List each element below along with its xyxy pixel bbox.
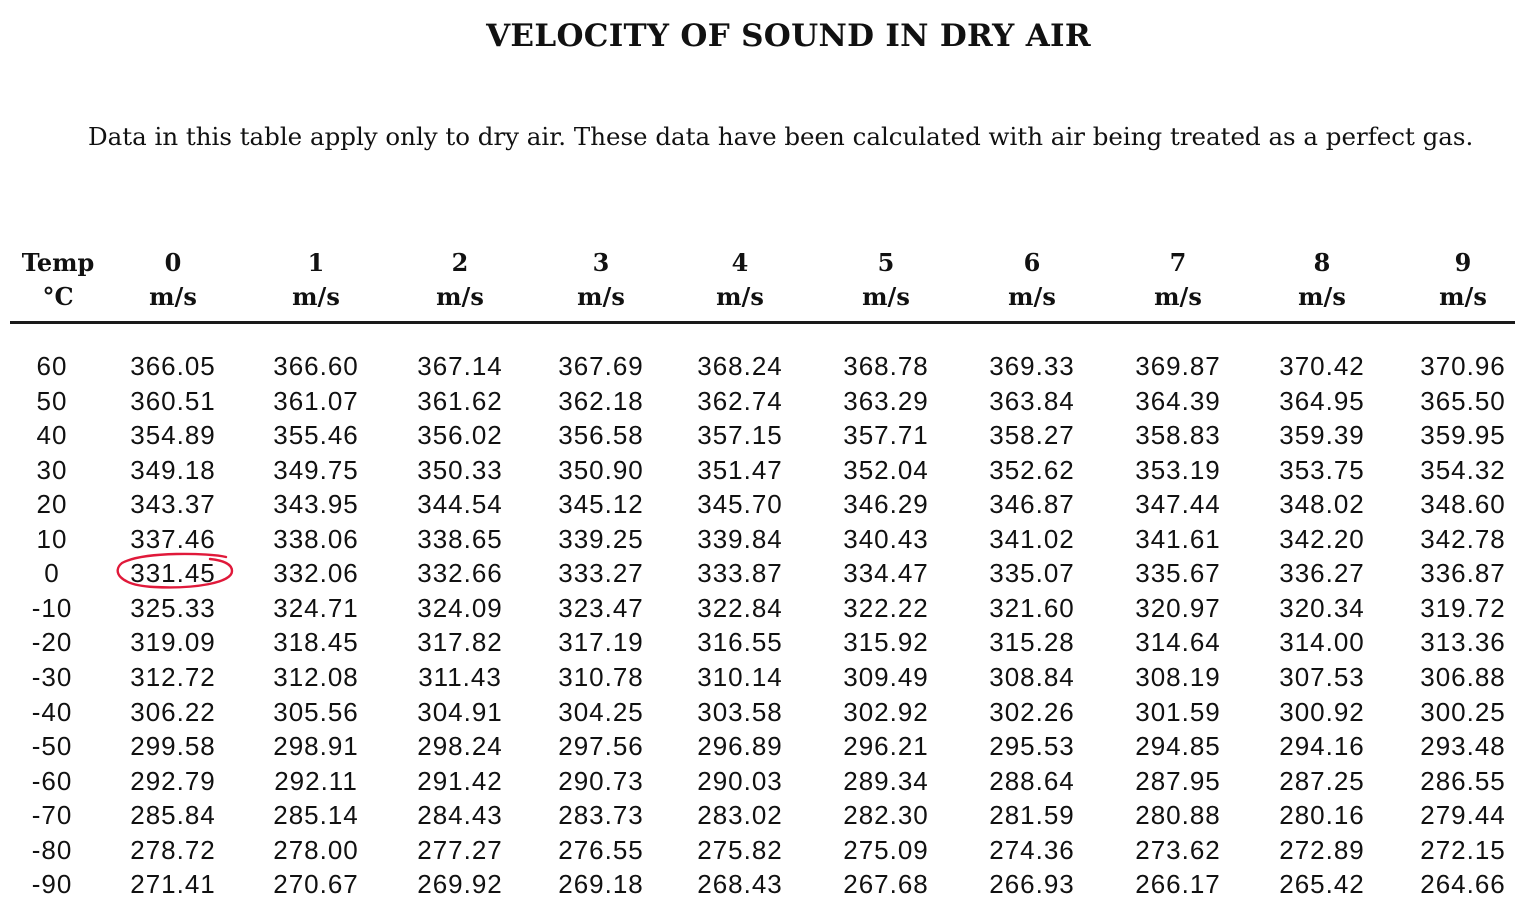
table-cell: 335.67 — [1135, 558, 1221, 588]
table-cell: 320.97 — [1135, 593, 1221, 623]
table-cell: 333.27 — [558, 558, 644, 588]
table-cell: 278.00 — [273, 835, 359, 865]
table-cell: 308.19 — [1135, 662, 1221, 692]
table-cell: 361.07 — [273, 386, 359, 416]
table-cell: 334.47 — [843, 558, 929, 588]
table-cell: 277.27 — [417, 835, 503, 865]
row-temp: 20 — [36, 489, 68, 519]
table-cell: 363.29 — [843, 386, 929, 416]
table-cell: 356.58 — [558, 420, 644, 450]
table-cell: 266.93 — [989, 869, 1075, 899]
table-cell: 335.07 — [989, 558, 1075, 588]
table-cell: 332.06 — [273, 558, 359, 588]
table-cell: 340.43 — [843, 524, 929, 554]
column-header-0 — [108, 246, 238, 314]
row-temp: -70 — [31, 800, 73, 830]
column-unit: m/s — [1154, 282, 1202, 311]
table-cell: 274.36 — [989, 835, 1075, 865]
table-cell: 331.45 — [130, 558, 216, 588]
table-cell: 268.43 — [697, 869, 783, 899]
table-cell: 304.25 — [558, 697, 644, 727]
temp-header-unit: °C — [42, 282, 74, 311]
table-cell: 290.73 — [558, 766, 644, 796]
table-cell: 315.92 — [843, 627, 929, 657]
table-cell: 337.46 — [130, 524, 216, 554]
column-digit: 6 — [1023, 248, 1041, 277]
table-cell: 369.87 — [1135, 351, 1221, 381]
column-header-3 — [536, 246, 666, 314]
table-cell: 303.58 — [697, 697, 783, 727]
table-cell: 288.64 — [989, 766, 1075, 796]
table-cell: 295.53 — [989, 731, 1075, 761]
table-cell: 369.33 — [989, 351, 1075, 381]
column-header-1 — [251, 246, 381, 314]
table-cell: 286.55 — [1420, 766, 1506, 796]
table-cell: 323.47 — [558, 593, 644, 623]
table-cell: 264.66 — [1420, 869, 1506, 899]
table-cell: 275.82 — [697, 835, 783, 865]
table-cell: 272.89 — [1279, 835, 1365, 865]
table-cell: 272.15 — [1420, 835, 1506, 865]
table-cell: 311.43 — [418, 662, 502, 692]
table-cell: 306.22 — [130, 697, 216, 727]
table-cell: 353.19 — [1135, 455, 1221, 485]
table-cell: 276.55 — [558, 835, 644, 865]
table-cell: 306.88 — [1420, 662, 1506, 692]
table-cell: 342.78 — [1420, 524, 1506, 554]
table-cell: 319.72 — [1420, 593, 1506, 623]
table-cell: 293.48 — [1420, 731, 1506, 761]
row-temp: -90 — [31, 869, 73, 899]
column-unit: m/s — [862, 282, 910, 311]
table-cell: 350.90 — [558, 455, 644, 485]
table-cell: 313.36 — [1420, 627, 1506, 657]
table-cell: 339.84 — [697, 524, 783, 554]
table-cell: 298.24 — [417, 731, 503, 761]
table-cell: 343.37 — [130, 489, 216, 519]
table-cell: 308.84 — [989, 662, 1075, 692]
table-cell: 310.14 — [697, 662, 783, 692]
column-header-4 — [675, 246, 805, 314]
table-cell: 287.25 — [1279, 766, 1365, 796]
table-cell: 321.60 — [989, 593, 1075, 623]
table-cell: 280.88 — [1135, 800, 1221, 830]
table-cell: 266.17 — [1135, 869, 1221, 899]
table-cell: 359.39 — [1279, 420, 1365, 450]
table-cell: 309.49 — [843, 662, 929, 692]
row-temp: 40 — [36, 420, 68, 450]
row-temp: 50 — [36, 386, 68, 416]
table-cell: 339.25 — [558, 524, 644, 554]
table-cell: 346.29 — [843, 489, 929, 519]
column-unit: m/s — [1298, 282, 1346, 311]
table-cell: 296.89 — [697, 731, 783, 761]
table-cell: 366.05 — [130, 351, 216, 381]
table-cell: 336.27 — [1279, 558, 1365, 588]
table-cell: 348.60 — [1420, 489, 1506, 519]
table-cell: 358.27 — [989, 420, 1075, 450]
table-cell: 368.78 — [843, 351, 929, 381]
table-cell: 338.65 — [417, 524, 503, 554]
table-cell: 304.91 — [417, 697, 503, 727]
table-cell: 341.61 — [1135, 524, 1221, 554]
table-cell: 285.14 — [273, 800, 359, 830]
table-cell: 356.02 — [417, 420, 503, 450]
table-cell: 283.02 — [697, 800, 783, 830]
table-cell: 317.82 — [417, 627, 503, 657]
row-temp: -40 — [31, 697, 73, 727]
table-cell: 292.11 — [274, 766, 358, 796]
column-digit: 9 — [1454, 248, 1472, 277]
table-cell: 358.83 — [1135, 420, 1221, 450]
table-cell: 265.42 — [1279, 869, 1365, 899]
table-cell: 320.34 — [1279, 593, 1365, 623]
table-cell: 366.60 — [273, 351, 359, 381]
column-unit: m/s — [1008, 282, 1056, 311]
column-header-2 — [395, 246, 525, 314]
table-cell: 310.78 — [558, 662, 644, 692]
table-cell: 338.06 — [273, 524, 359, 554]
table-cell: 364.95 — [1279, 386, 1365, 416]
table-cell: 345.70 — [697, 489, 783, 519]
table-cell: 324.71 — [273, 593, 359, 623]
table-cell: 281.59 — [989, 800, 1075, 830]
column-digit: 1 — [307, 248, 325, 277]
row-temp: -60 — [31, 766, 73, 796]
table-cell: 353.75 — [1279, 455, 1365, 485]
table-cell: 302.26 — [989, 697, 1075, 727]
table-cell: 290.03 — [697, 766, 783, 796]
column-digit: 8 — [1313, 248, 1331, 277]
column-digit: 0 — [164, 248, 182, 277]
page-subtitle: Data in this table apply only to dry air. These data have been calculated with air being treated as a perfect gas. — [88, 122, 1474, 151]
table-cell: 285.84 — [130, 800, 216, 830]
table-cell: 344.54 — [417, 489, 503, 519]
column-unit: m/s — [436, 282, 484, 311]
table-cell: 349.18 — [130, 455, 216, 485]
table-cell: 359.95 — [1420, 420, 1506, 450]
table-cell: 345.12 — [558, 489, 644, 519]
table-cell: 362.18 — [558, 386, 644, 416]
table-cell: 298.91 — [273, 731, 359, 761]
column-unit: m/s — [716, 282, 764, 311]
column-digit: 5 — [877, 248, 895, 277]
table-cell: 283.73 — [558, 800, 644, 830]
column-header-5 — [821, 246, 951, 314]
column-unit: m/s — [149, 282, 197, 311]
table-cell: 269.18 — [558, 869, 644, 899]
temp-column-header — [0, 246, 118, 314]
row-temp: -30 — [31, 662, 73, 692]
table-cell: 301.59 — [1135, 697, 1221, 727]
table-cell: 282.30 — [843, 800, 929, 830]
table-cell: 297.56 — [558, 731, 644, 761]
table-cell: 336.87 — [1420, 558, 1506, 588]
table-cell: 302.92 — [843, 697, 929, 727]
table-cell: 341.02 — [989, 524, 1075, 554]
column-header-8 — [1257, 246, 1387, 314]
column-header-9 — [1398, 246, 1528, 314]
header-rule — [10, 321, 1515, 324]
table-cell: 314.64 — [1135, 627, 1221, 657]
table-cell: 363.84 — [989, 386, 1075, 416]
column-digit: 7 — [1169, 248, 1187, 277]
table-cell: 318.45 — [273, 627, 359, 657]
temp-header-label: Temp — [21, 248, 95, 277]
row-temp: 30 — [36, 455, 68, 485]
row-temp: -10 — [31, 593, 73, 623]
table-cell: 294.85 — [1135, 731, 1221, 761]
table-cell: 267.68 — [843, 869, 929, 899]
table-cell: 333.87 — [697, 558, 783, 588]
column-digit: 4 — [731, 248, 749, 277]
table-cell: 348.02 — [1279, 489, 1365, 519]
table-cell: 355.46 — [273, 420, 359, 450]
table-cell: 367.14 — [417, 351, 503, 381]
table-cell: 270.67 — [273, 869, 359, 899]
table-cell: 346.87 — [989, 489, 1075, 519]
table-cell: 370.42 — [1279, 351, 1365, 381]
table-cell: 284.43 — [417, 800, 503, 830]
table-cell: 294.16 — [1279, 731, 1365, 761]
table-cell: 322.84 — [697, 593, 783, 623]
column-header-6 — [967, 246, 1097, 314]
row-temp: 10 — [36, 524, 68, 554]
table-cell: 280.16 — [1279, 800, 1365, 830]
table-cell: 352.62 — [989, 455, 1075, 485]
table-cell: 315.28 — [989, 627, 1075, 657]
table-cell: 322.22 — [843, 593, 929, 623]
table-cell: 279.44 — [1420, 800, 1506, 830]
table-cell: 271.41 — [130, 869, 216, 899]
table-cell: 354.89 — [130, 420, 216, 450]
row-temp: -50 — [31, 731, 73, 761]
table-cell: 269.92 — [417, 869, 503, 899]
page-title: VELOCITY OF SOUND IN DRY AIR — [486, 18, 1091, 54]
table-cell: 296.21 — [843, 731, 929, 761]
table-cell: 312.72 — [130, 662, 216, 692]
table-cell: 364.39 — [1135, 386, 1221, 416]
table-cell: 347.44 — [1135, 489, 1221, 519]
table-cell: 368.24 — [697, 351, 783, 381]
table-cell: 370.96 — [1420, 351, 1506, 381]
table-cell: 291.42 — [417, 766, 503, 796]
table-cell: 354.32 — [1420, 455, 1506, 485]
row-temp: 0 — [44, 558, 60, 588]
table-cell: 332.66 — [417, 558, 503, 588]
column-digit: 2 — [451, 248, 469, 277]
table-cell: 357.71 — [843, 420, 929, 450]
column-digit: 3 — [592, 248, 610, 277]
row-temp: -80 — [31, 835, 73, 865]
table-cell: 300.25 — [1420, 697, 1506, 727]
table-cell: 317.19 — [558, 627, 644, 657]
column-unit: m/s — [292, 282, 340, 311]
table-cell: 343.95 — [273, 489, 359, 519]
table-cell: 305.56 — [273, 697, 359, 727]
table-cell: 307.53 — [1279, 662, 1365, 692]
table-cell: 342.20 — [1279, 524, 1365, 554]
row-temp: 60 — [36, 351, 68, 381]
table-cell: 300.92 — [1279, 697, 1365, 727]
row-temp: -20 — [31, 627, 73, 657]
table-cell: 325.33 — [130, 593, 216, 623]
table-cell: 351.47 — [697, 455, 783, 485]
table-cell: 349.75 — [273, 455, 359, 485]
table-cell: 299.58 — [130, 731, 216, 761]
column-unit: m/s — [1439, 282, 1487, 311]
table-cell: 287.95 — [1135, 766, 1221, 796]
table-cell: 361.62 — [417, 386, 503, 416]
table-cell: 357.15 — [697, 420, 783, 450]
table-cell: 273.62 — [1135, 835, 1221, 865]
table-cell: 278.72 — [130, 835, 216, 865]
table-cell: 352.04 — [843, 455, 929, 485]
table-cell: 367.69 — [558, 351, 644, 381]
table-cell: 350.33 — [417, 455, 503, 485]
column-unit: m/s — [577, 282, 625, 311]
table-cell: 362.74 — [697, 386, 783, 416]
table-cell: 312.08 — [273, 662, 359, 692]
table-cell: 360.51 — [130, 386, 216, 416]
table-cell: 289.34 — [843, 766, 929, 796]
table-cell: 314.00 — [1279, 627, 1365, 657]
table-cell: 365.50 — [1420, 386, 1506, 416]
table-cell: 292.79 — [130, 766, 216, 796]
table-cell: 319.09 — [130, 627, 216, 657]
table-cell: 316.55 — [697, 627, 783, 657]
table-cell: 275.09 — [843, 835, 929, 865]
table-cell: 324.09 — [417, 593, 503, 623]
column-header-7 — [1113, 246, 1243, 314]
